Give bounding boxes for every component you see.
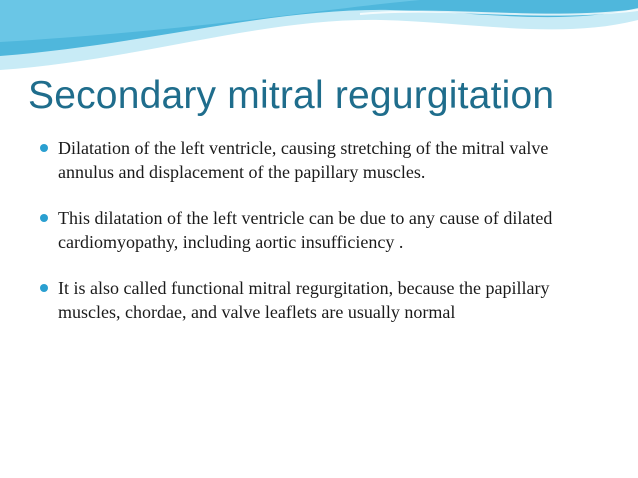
bullet-item xyxy=(40,136,600,184)
slide-title: Secondary mitral regurgitation xyxy=(28,74,555,117)
bullet-text: It is also called functional mitral regurgitation, because the papillary muscles, chordae, and valve leaflets are usually normal xyxy=(58,278,550,322)
bullet-item xyxy=(40,206,600,254)
bullet-dot-icon xyxy=(40,144,48,152)
bullet-dot-icon xyxy=(40,214,48,222)
bullet-text: This dilatation of the left ventricle can be due to any cause of dilated cardiomyopathy, including aortic insufficiency . xyxy=(58,208,553,252)
bullet-list xyxy=(40,136,600,346)
bullet-item xyxy=(40,276,600,324)
bullet-dot-icon xyxy=(40,284,48,292)
bullet-text: Dilatation of the left ventricle, causing stretching of the mitral valve annulus and displacement of the papillary muscles. xyxy=(58,138,549,182)
